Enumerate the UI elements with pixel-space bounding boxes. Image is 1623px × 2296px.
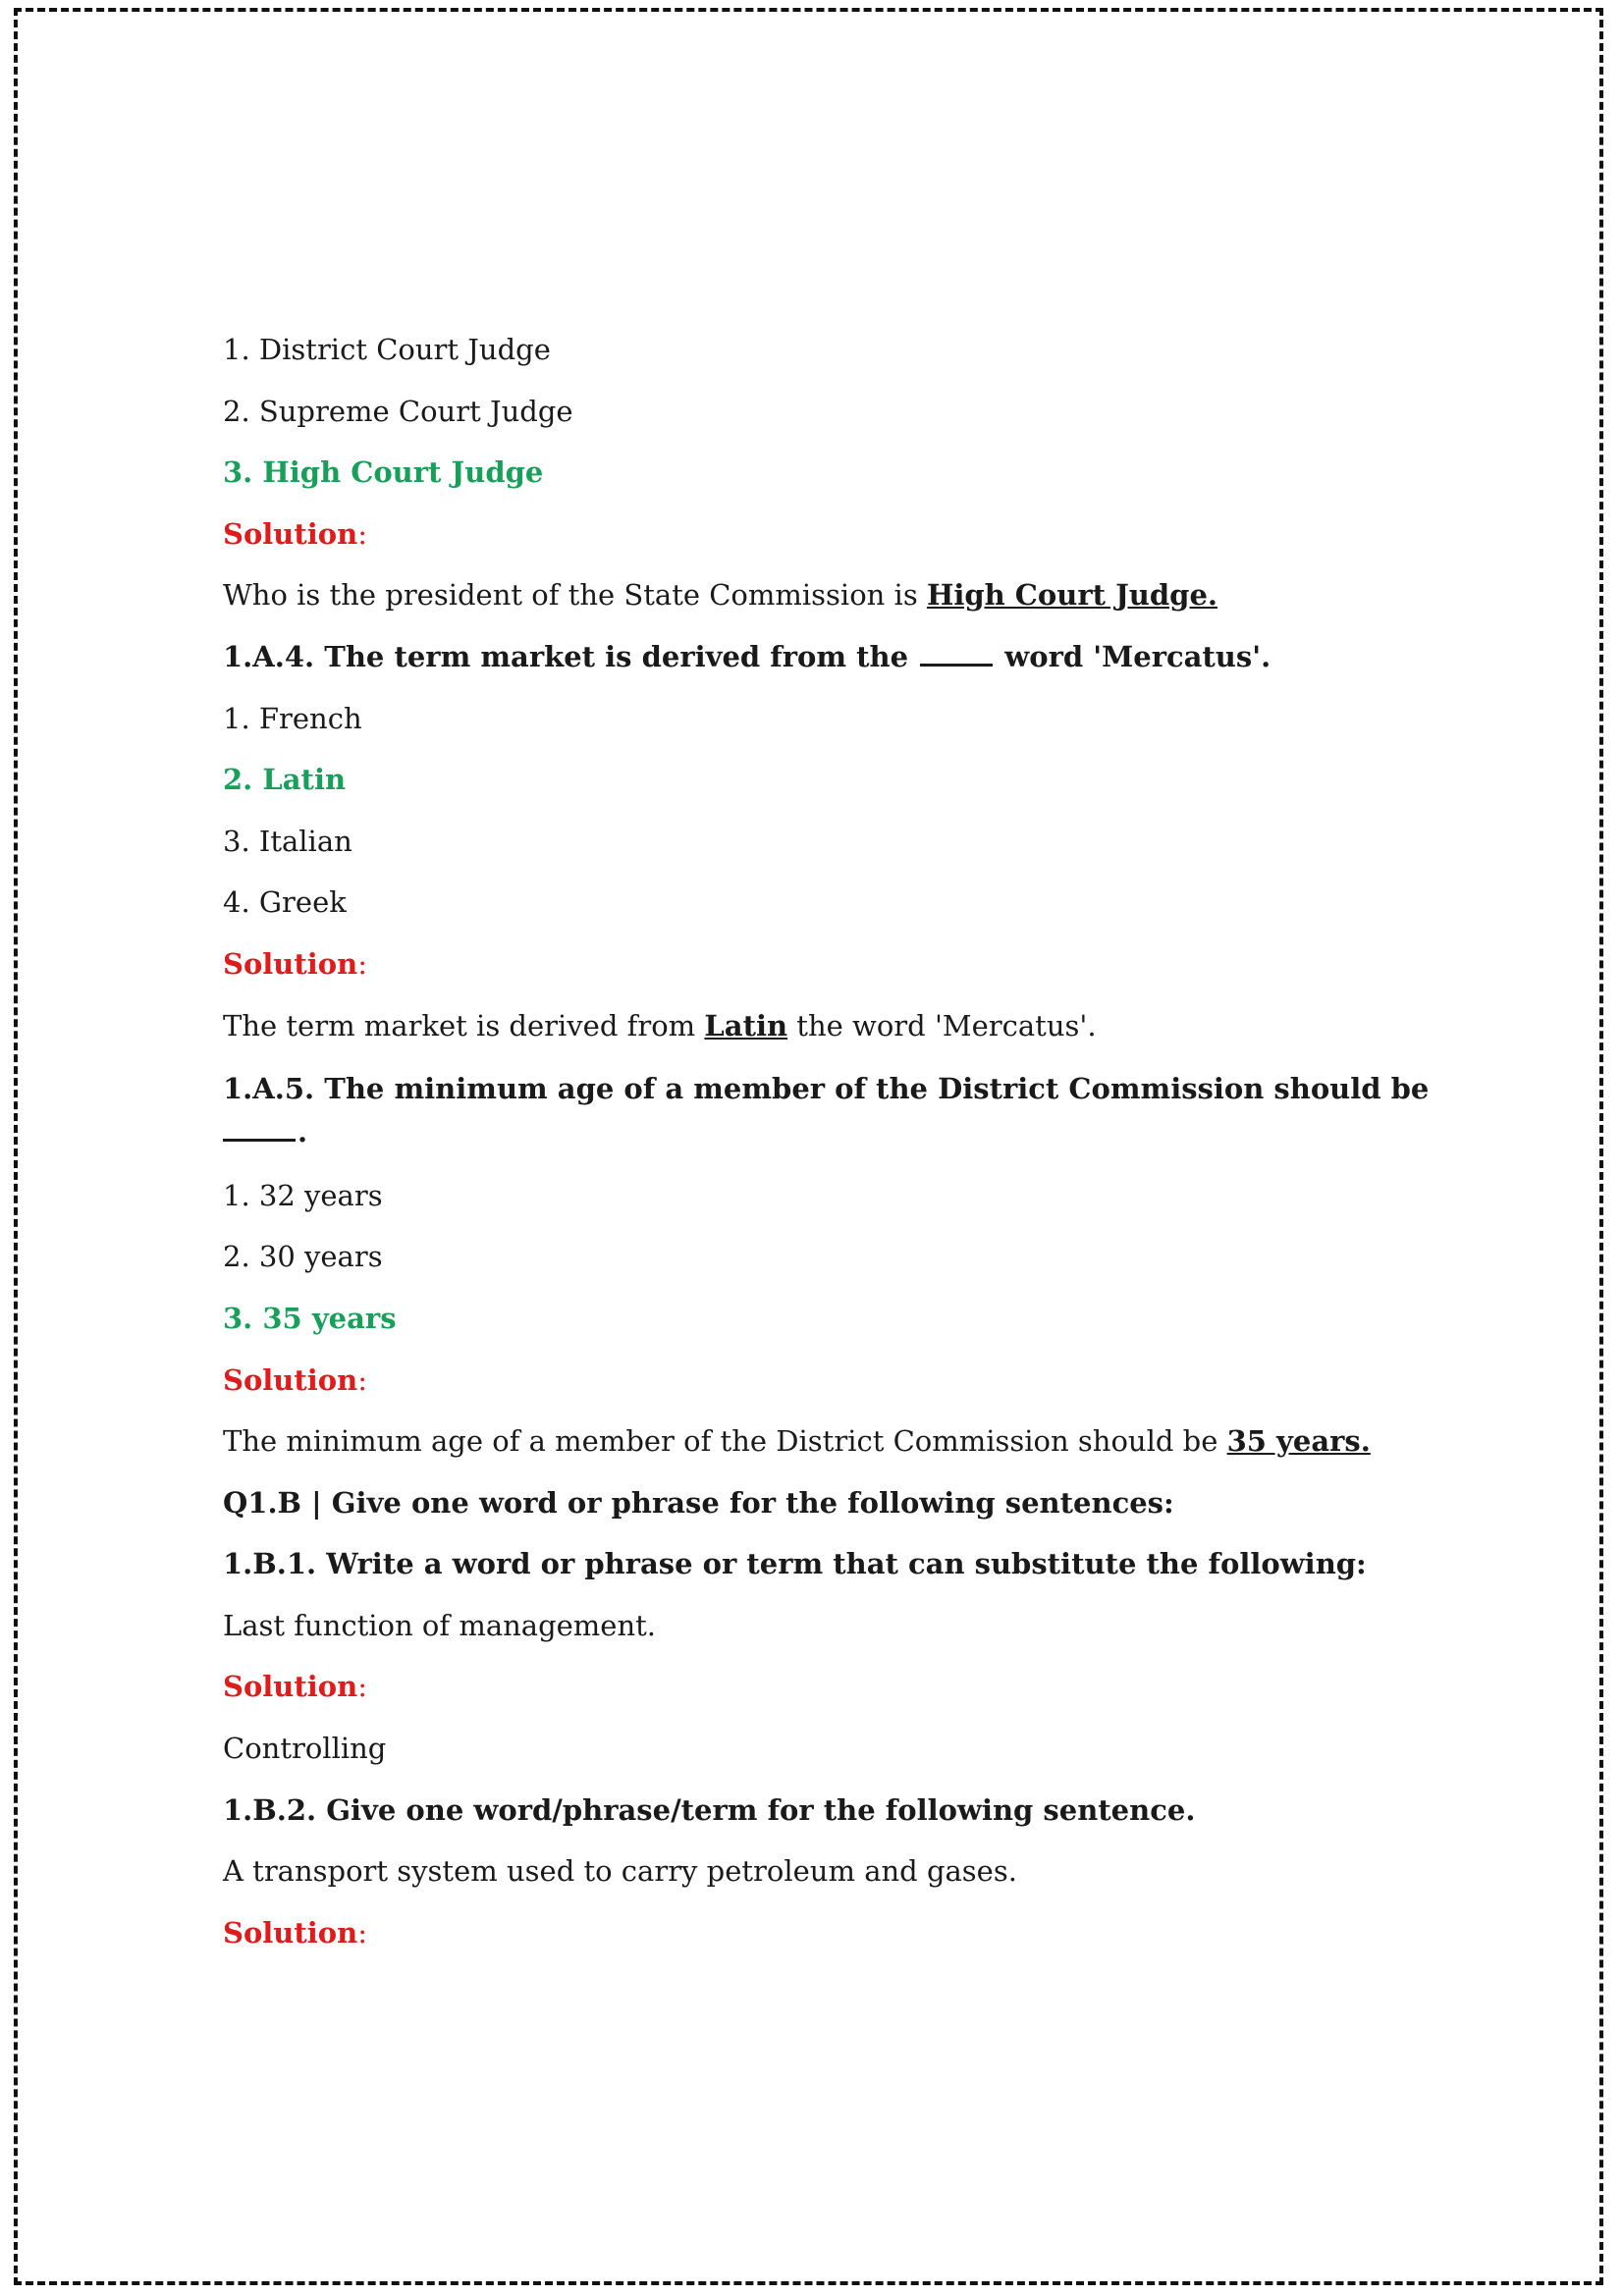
q5-option-3-correct: 3. 35 years: [223, 1301, 397, 1335]
q4-option-2-correct: 2. Latin: [223, 763, 347, 797]
b1-answer: Controlling: [223, 1732, 387, 1766]
solution-label-text: Solution: [223, 1915, 358, 1949]
q5-blank: [223, 1115, 296, 1142]
q4-solution-before: The term market is derived from: [223, 1008, 705, 1042]
b2-prompt: A transport system used to carry petroleum and gases.: [223, 1854, 1017, 1889]
q5-question: [223, 1067, 1450, 1153]
q5-solution-before: The minimum age of a member of the District Commission should be: [223, 1424, 1227, 1459]
q5-solution-answer: 35 years.: [1226, 1424, 1371, 1459]
q4-solution-text: [223, 1006, 1450, 1045]
b2-solution-label: [223, 1913, 1450, 1952]
solution-label-text: Solution: [223, 946, 358, 981]
solution-label-colon: :: [357, 516, 368, 551]
q3-solution-text: [223, 575, 1450, 614]
q5-option-1: 1. 32 years: [223, 1178, 383, 1212]
q4-option-1: 1. French: [223, 701, 362, 735]
b1-question: 1.B.1. Write a word or phrase or term that can substitute the following:: [223, 1547, 1367, 1581]
solution-label-colon: :: [357, 1915, 368, 1949]
q4-option-3: 3. Italian: [223, 824, 352, 858]
q5-solution-text: [223, 1421, 1450, 1461]
q5-option-2: 2. 30 years: [223, 1240, 383, 1274]
solution-label-text: Solution: [223, 516, 358, 551]
b2-question: 1.B.2. Give one word/phrase/term for the following sentence.: [223, 1792, 1196, 1827]
q3-option-1: 1. District Court Judge: [223, 333, 551, 366]
solution-label-colon: :: [357, 1670, 368, 1704]
q5-question-text: 1.A.5. The minimum age of a member of the District Commission should be: [223, 1072, 1430, 1106]
q5-question-end: .: [298, 1115, 308, 1149]
q4-solution-answer: Latin: [704, 1008, 788, 1042]
b1-prompt: Last function of management.: [223, 1608, 657, 1642]
q4-solution-after: the word 'Mercatus'.: [787, 1008, 1097, 1042]
solution-label-text: Solution: [223, 1670, 358, 1704]
q4-question: [223, 637, 1450, 676]
q3-solution-before: Who is the president of the State Commission is: [223, 578, 927, 613]
b1-solution-label: [223, 1667, 1450, 1706]
document-body: [223, 330, 1450, 1974]
solution-label-colon: :: [357, 946, 368, 981]
q3-option-3-correct: 3. High Court Judge: [223, 455, 544, 490]
q3-option-2: 2. Supreme Court Judge: [223, 394, 573, 428]
q4-solution-label: [223, 944, 1450, 984]
q3-solution-label: [223, 514, 1450, 554]
q4-question-before: 1.A.4. The term market is derived from the: [223, 639, 919, 673]
q4-question-after: word 'Mercatus'.: [995, 639, 1271, 673]
solution-label-text: Solution: [223, 1362, 358, 1397]
q5-solution-label: [223, 1361, 1450, 1400]
solution-label-colon: :: [357, 1362, 368, 1397]
section-b-heading: Q1.B | Give one word or phrase for the following sentences:: [223, 1485, 1174, 1520]
q4-option-4: 4. Greek: [223, 885, 347, 920]
q4-blank: [920, 640, 993, 667]
q3-solution-answer: High Court Judge.: [926, 578, 1217, 613]
